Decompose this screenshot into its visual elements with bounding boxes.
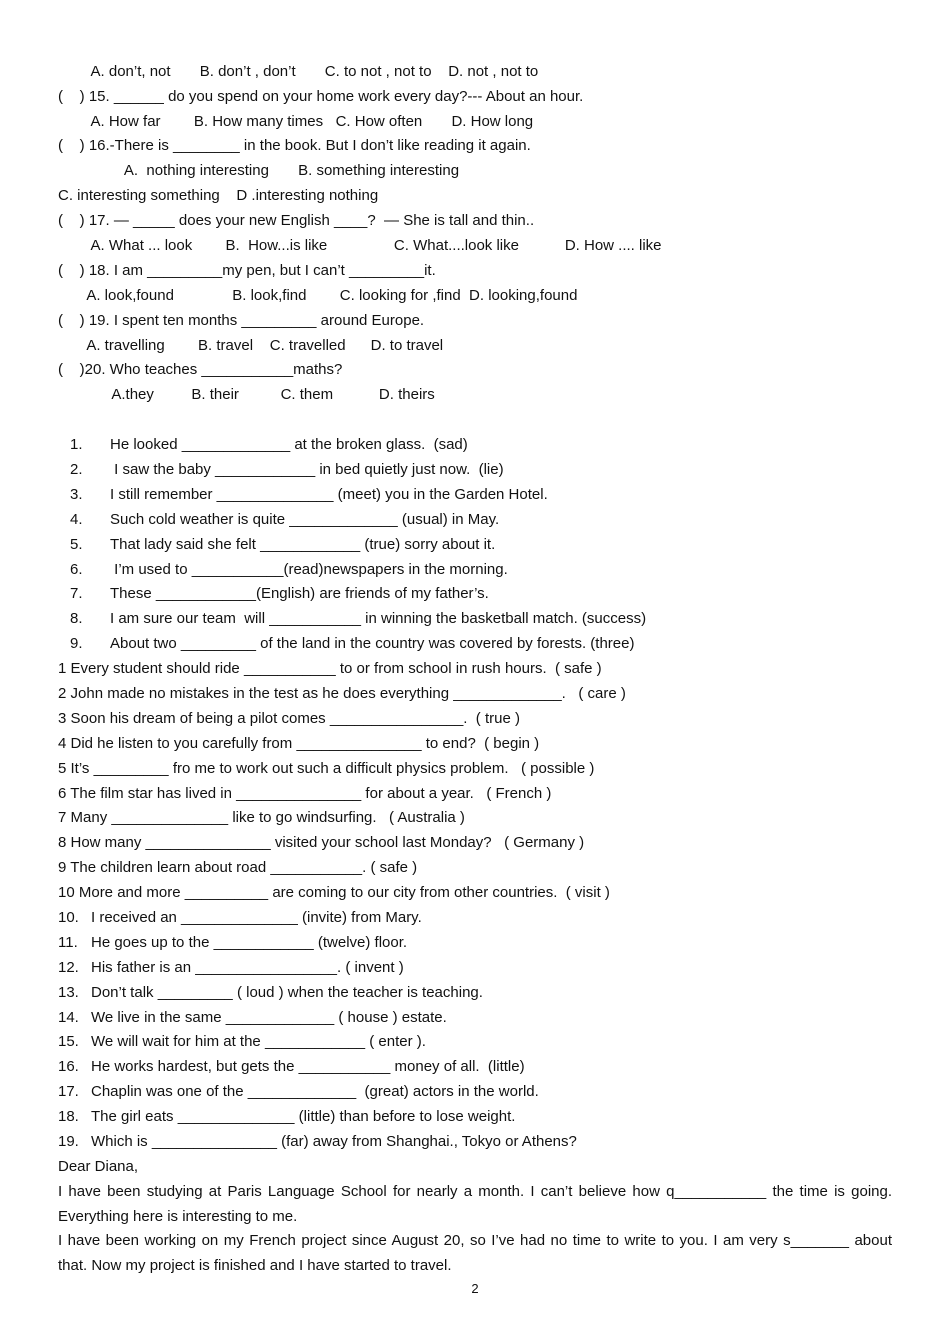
mc-line: A. What ... look B. How...is like C. What....look like D. How .... like	[58, 237, 662, 254]
item-number: 16.	[58, 1058, 79, 1075]
letter-greeting: Dear Diana,	[58, 1158, 139, 1175]
letter-line: Everything here is interesting to me.	[58, 1208, 298, 1225]
word-form-item	[58, 1031, 892, 1053]
page-number: 2	[471, 1281, 479, 1296]
word-form-line: 2 John made no mistakes in the test as he does everything _____________. ( care )	[58, 685, 626, 702]
item-text: That lady said she felt ____________ (true) sorry about it.	[110, 536, 496, 553]
item-number: 8.	[70, 610, 83, 627]
word-form-item	[58, 559, 892, 581]
word-form-item	[58, 982, 892, 1004]
item-number: 19.	[58, 1133, 79, 1150]
word-form-item	[58, 1131, 892, 1153]
item-number: 3.	[70, 486, 83, 503]
word-form-item	[58, 534, 892, 556]
word-form-item	[58, 1106, 892, 1128]
item-text: I am sure our team will ___________ in winning the basketball match. (success)	[110, 610, 647, 627]
word-form-item	[58, 484, 892, 506]
item-number: 5.	[70, 536, 83, 553]
word-form-item	[58, 459, 892, 481]
item-text: His father is an _________________. ( invent )	[91, 959, 404, 976]
item-number: 13.	[58, 984, 79, 1001]
item-number: 12.	[58, 959, 79, 976]
mc-line: A.they B. their C. them D. theirs	[58, 386, 435, 403]
item-text: He goes up to the ____________ (twelve) floor.	[91, 934, 408, 951]
mc-line: ( ) 16.-There is ________ in the book. But I don’t like reading it again.	[58, 137, 531, 154]
letter-line: I have been studying at Paris Language School for nearly a month. I can’t believe how q___________ the time is going.	[58, 1183, 892, 1200]
item-text: We will wait for him at the ____________ ( enter ).	[91, 1033, 426, 1050]
item-text: I still remember ______________ (meet) you in the Garden Hotel.	[110, 486, 548, 503]
word-form-line: 10 More and more __________ are coming to our city from other countries. ( visit )	[58, 884, 610, 901]
mc-line: ( )20. Who teaches ___________maths?	[58, 361, 343, 378]
letter-line: I have been working on my French project since August 20, so I’ve had no time to write to you. I am very s_______ about	[58, 1232, 892, 1249]
item-number: 1.	[70, 436, 83, 453]
item-number: 9.	[70, 635, 83, 652]
item-number: 11.	[58, 934, 78, 951]
item-number: 18.	[58, 1108, 79, 1125]
word-form-line: 8 How many _______________ visited your school last Monday? ( Germany )	[58, 834, 585, 851]
letter-line: that. Now my project is finished and I have started to travel.	[58, 1257, 452, 1274]
item-text: Chaplin was one of the _____________ (great) actors in the world.	[91, 1083, 539, 1100]
item-text: I received an ______________ (invite) from Mary.	[91, 909, 422, 926]
mc-line: ( ) 15. ______ do you spend on your home work every day?--- About an hour.	[58, 88, 584, 105]
word-form-line: 4 Did he listen to you carefully from _______________ to end? ( begin )	[58, 735, 540, 752]
item-number: 17.	[58, 1083, 79, 1100]
word-form-item	[58, 932, 892, 954]
mc-line: A. nothing interesting B. something interesting	[58, 162, 460, 179]
word-form-line: 1 Every student should ride ___________ to or from school in rush hours. ( safe )	[58, 660, 602, 677]
item-text: The girl eats ______________ (little) than before to lose weight.	[91, 1108, 516, 1125]
item-number: 14.	[58, 1009, 79, 1026]
mc-line: A. travelling B. travel C. travelled D. to travel	[58, 337, 444, 354]
word-form-item	[58, 434, 892, 456]
word-form-item	[58, 1007, 892, 1029]
item-text: These ____________(English) are friends of my father’s.	[110, 585, 489, 602]
mc-line: A. don’t, not B. don’t , don’t C. to not , not to D. not , not to	[58, 63, 539, 80]
item-text: About two _________ of the land in the country was covered by forests. (three)	[110, 635, 635, 652]
word-form-item	[58, 583, 892, 605]
item-text: I’m used to ___________(read)newspapers in the morning.	[110, 561, 508, 578]
word-form-item	[58, 1081, 892, 1103]
item-number: 4.	[70, 511, 83, 528]
word-form-line: 7 Many ______________ like to go windsurfing. ( Australia )	[58, 809, 465, 826]
word-form-item	[58, 1056, 892, 1078]
word-form-item	[58, 633, 892, 655]
item-text: Don’t talk _________ ( loud ) when the teacher is teaching.	[91, 984, 483, 1001]
item-number: 7.	[70, 585, 83, 602]
item-text: Such cold weather is quite _____________ (usual) in May.	[110, 511, 500, 528]
mc-line: ( ) 19. I spent ten months _________ around Europe.	[58, 312, 425, 329]
item-text: I saw the baby ____________ in bed quietly just now. (lie)	[110, 461, 504, 478]
word-form-line: 9 The children learn about road ___________. ( safe )	[58, 859, 418, 876]
item-text: He looked _____________ at the broken glass. (sad)	[110, 436, 468, 453]
word-form-item	[58, 907, 892, 929]
word-form-line: 5 It’s _________ fro me to work out such a difficult physics problem. ( possible )	[58, 760, 595, 777]
mc-line: ( ) 17. — _____ does your new English ____? — She is tall and thin..	[58, 212, 535, 229]
word-form-item	[58, 509, 892, 531]
word-form-item	[58, 608, 892, 630]
mc-line: A. look,found B. look,find C. looking for ,find D. looking,found	[58, 287, 578, 304]
item-text: We live in the same _____________ ( house ) estate.	[91, 1009, 447, 1026]
mc-line: A. How far B. How many times C. How often D. How long	[58, 113, 534, 130]
word-form-line: 3 Soon his dream of being a pilot comes ________________. ( true )	[58, 710, 520, 727]
item-text: Which is _______________ (far) away from Shanghai., Tokyo or Athens?	[91, 1133, 577, 1150]
item-number: 2.	[70, 461, 83, 478]
item-number: 10.	[58, 909, 79, 926]
mc-line: C. interesting something D .interesting nothing	[58, 187, 379, 204]
word-form-line: 6 The film star has lived in _______________ for about a year. ( French )	[58, 785, 552, 802]
word-form-item	[58, 957, 892, 979]
item-text: He works hardest, but gets the ___________ money of all. (little)	[91, 1058, 525, 1075]
item-number: 15.	[58, 1033, 79, 1050]
mc-line: ( ) 18. I am _________my pen, but I can’t _________it.	[58, 262, 436, 279]
item-number: 6.	[70, 561, 83, 578]
